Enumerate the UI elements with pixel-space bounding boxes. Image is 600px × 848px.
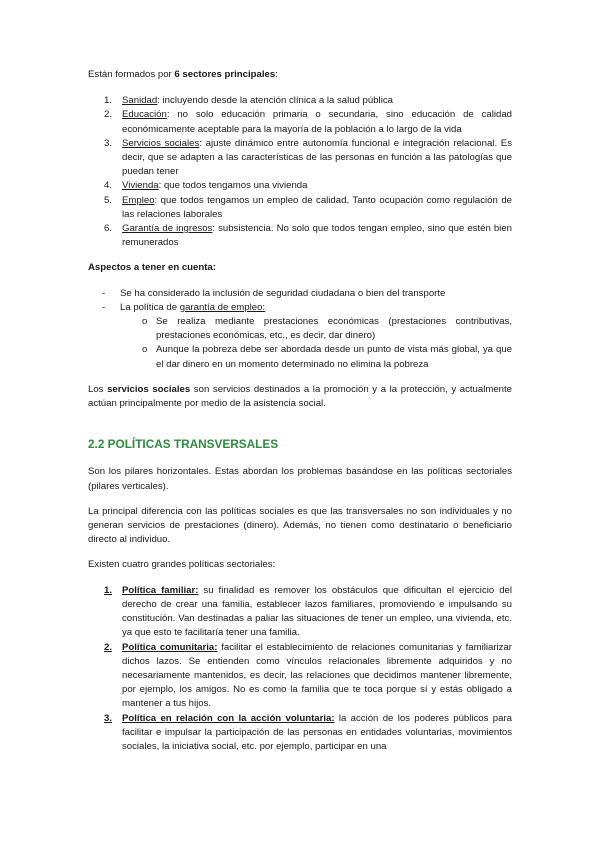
sectors-list xyxy=(88,94,512,250)
paragraph-text: son servicios destinados a la promoción y a la protección, y actualmente actúan principalmente por medio de la asistencia social. xyxy=(88,383,512,410)
item-number: 5. xyxy=(104,194,113,206)
paragraph-bold: servicios sociales xyxy=(107,383,191,395)
circle-bullet: o xyxy=(142,316,148,328)
paragraph: Son los pilares horizontales. Estas abordan los problemas basándose en las políticas sectoriales (pilares verticales). xyxy=(88,466,512,492)
item-number: 2. xyxy=(104,641,113,653)
item-text: : no solo educación primaria o secundaria, sino educación de calidad económicamente aceptable para la mayoría de la población a lo largo de la vida xyxy=(122,109,512,135)
paragraph: Existen cuatro grandes políticas sectoriales: xyxy=(88,559,276,571)
item-term: Garantía de ingresos xyxy=(122,223,213,235)
aspects-heading: Aspectos a tener en cuenta: xyxy=(88,262,216,274)
list-item xyxy=(88,94,512,108)
paragraph: La principal diferencia con las políticas sociales es que las transversales no son individuales y no generan servicios de prestaciones (dinero). Además, no tienen como destinatario o beneficiario directo al individuo. xyxy=(88,505,512,546)
item-text: : que todos tengamos un empleo de calidad. Tanto ocupación como regulación de las relaciones laborales xyxy=(122,194,512,220)
item-number: 3. xyxy=(104,137,113,149)
paragraph-text: Los xyxy=(88,383,108,395)
item-text: la acción de los poderes públicos para facilitar e impulsar la participación de las personas en entidades voluntarias, movimientos sociales, la iniciativa social, etc. por ejemplo, participar en una xyxy=(122,712,512,752)
list-item xyxy=(88,584,512,641)
employment-sublist xyxy=(88,315,512,372)
item-number: 3. xyxy=(104,712,113,724)
item-number: 1. xyxy=(104,95,113,107)
item-number: 1. xyxy=(104,584,113,596)
intro-suffix: : xyxy=(275,69,278,80)
item-text: : subsistencia. No solo que todos tengan empleo, sino que estén bien remunerados xyxy=(122,223,512,249)
sectors-intro xyxy=(88,68,512,82)
item-number: 2. xyxy=(104,109,113,121)
list-item xyxy=(88,343,512,371)
item-number: 6. xyxy=(104,223,113,235)
list-item xyxy=(88,137,512,180)
list-item xyxy=(88,179,512,193)
intro-bold: 6 sectores principales xyxy=(174,69,276,80)
list-item xyxy=(88,108,512,136)
list-item xyxy=(88,222,512,250)
item-number: 4. xyxy=(104,180,113,192)
item-term: Política comunitaria: xyxy=(122,641,218,653)
item-term: Servicios sociales xyxy=(122,137,200,149)
item-text: : ajuste dinámico entre autonomía funcional e integración relacional. Es decir, que se adapten a las características de las personas en función a las patologías que puedan tener xyxy=(122,137,512,178)
section-heading: 2.2 POLÍTICAS TRANSVERSALES xyxy=(88,437,279,452)
list-item xyxy=(88,194,512,222)
item-text: : que todos tengamos una vivienda xyxy=(158,180,308,192)
intro-text: Están formados por xyxy=(88,69,175,80)
item-text: : incluyendo desde la atención clínica a la salud pública xyxy=(157,95,393,107)
item-text: su finalidad es remover los obstáculos que dificultan el ejercicio del derecho de crear una familia, establecer lazos familiares, promoviendo e impulsando su constitución. Van destinadas a paliar las situaciones de tener un empleo, una vivienda, etc. ya que esto te facilitaría tener una familia. xyxy=(122,584,512,639)
list-item xyxy=(88,301,512,315)
list-item xyxy=(88,712,512,755)
list-item xyxy=(88,315,512,343)
item-term: garantía de empleo: xyxy=(179,301,266,313)
item-text: La política de xyxy=(120,301,180,313)
item-term: Política familiar: xyxy=(122,584,199,596)
circle-bullet: o xyxy=(142,344,148,356)
item-text: Aunque la pobreza debe ser abordada desde un punto de vista más global, ya que el dar dinero en un momento determinado no elimina la pobreza xyxy=(156,344,512,370)
item-text: Se ha considerado la inclusión de seguridad ciudadana o bien del transporte xyxy=(120,287,446,299)
list-item xyxy=(88,641,512,712)
item-term: Vivienda xyxy=(122,180,159,192)
dash-bullet: - xyxy=(102,301,106,313)
dash-bullet: - xyxy=(102,287,106,299)
aspects-list xyxy=(88,287,512,315)
item-term: Sanidad xyxy=(122,95,158,107)
list-item xyxy=(88,287,512,301)
transversal-policies-list xyxy=(88,584,512,754)
item-term: Educación xyxy=(122,109,167,121)
services-paragraph xyxy=(88,383,512,411)
item-text: facilitar el establecimiento de relaciones comunitarias y familiarizar dichos lazos. Se entienden como vínculos relacionales libremente adquiridos y no necesariamente mantenidos, es decir, las relaciones que decidimos mantener libremente, por ejemplo, los amigos. No es como la familia que te toca porque sí y estás obligado a mantener a tus hijos. xyxy=(122,641,512,710)
item-text: Se realiza mediante prestaciones económicas (prestaciones contributivas, prestaciones económicas, etc., es decir, dar dinero) xyxy=(156,316,512,342)
item-term: Empleo xyxy=(122,194,155,206)
item-term: Política en relación con la acción voluntaria: xyxy=(122,712,335,724)
